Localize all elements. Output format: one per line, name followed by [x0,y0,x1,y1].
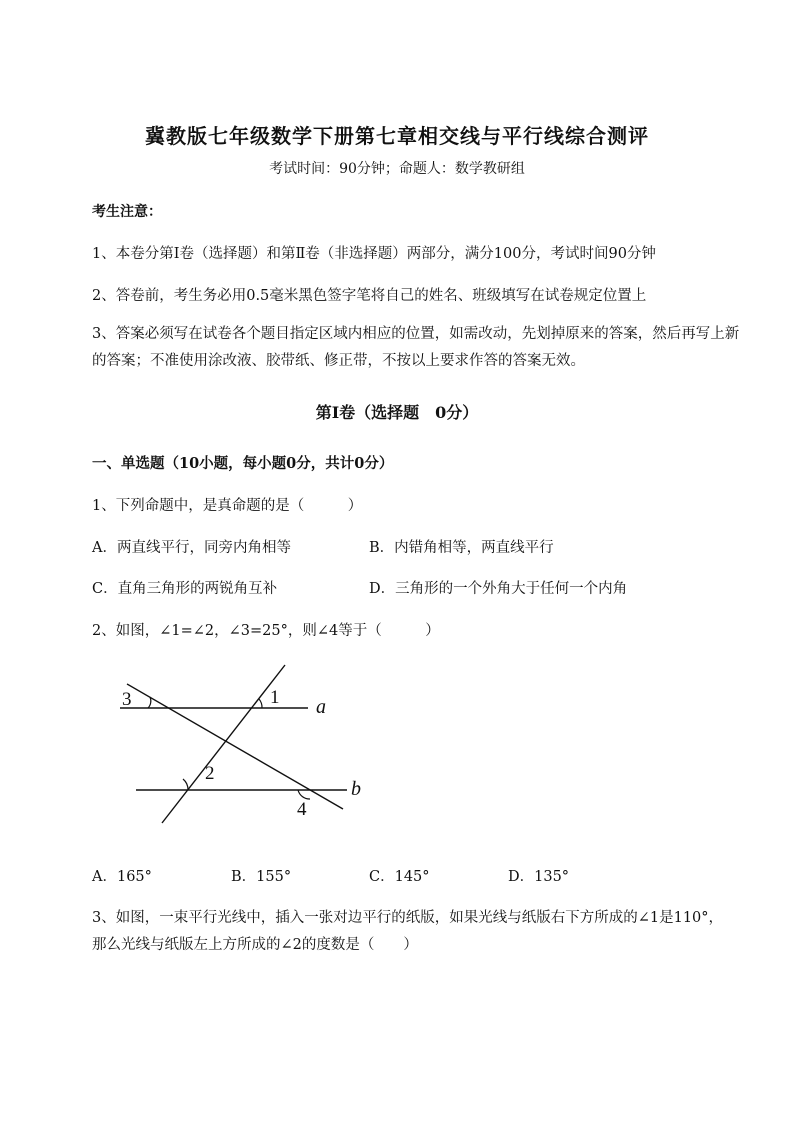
label-4: 4 [297,799,307,820]
question-1-stem: 1、下列命题中，是真命题的是（ ） [92,498,363,514]
question-2-option-c: C．145° [369,869,430,885]
notice-item-1: 1、本卷分第I卷（选择题）和第Ⅱ卷（非选择题）两部分，满分100分，考试时间90分钟 [92,246,656,262]
question-1-option-d: D．三角形的一个外角大于任何一个内角 [369,581,628,597]
question-1-option-b: B．内错角相等，两直线平行 [369,540,554,556]
label-3: 3 [122,689,132,710]
question-2-stem: 2、如图，∠1=∠2，∠3=25°，则∠4等于（ ） [92,623,440,639]
parallel-lines-figure [110,655,370,825]
question-2-option-a: A．165° [92,869,152,885]
notice-item-2: 2、答卷前，考生务必用0.5毫米黑色签字笔将自己的姓名、班级填写在试卷规定位置上 [92,288,647,304]
question-1-option-a: A．两直线平行，同旁内角相等 [92,540,291,556]
angle-3-arc [148,697,151,708]
question-2-option-b: B．155° [231,869,292,885]
question-1-option-c: C．直角三角形的两锐角互补 [92,581,278,597]
exam-title: 冀教版七年级数学下册第七章相交线与平行线综合测评 [145,124,649,148]
exam-subtitle: 考试时间：90分钟；命题人：数学教研组 [269,161,525,177]
transversal-1 [162,665,285,823]
question-3-stem-line-1: 3、如图，一束平行光线中，插入一张对边平行的纸版，如果光线与纸版右下方所成的∠1是110°， [92,910,724,926]
question-3-stem-line-2: 那么光线与纸版左上方所成的∠2的度数是（ ） [92,937,418,953]
question-2-option-d: D．135° [508,869,570,885]
angle-2-arc [183,779,188,790]
notice-item-3: 3、答案必须写在试卷各个题目指定区域内相应的位置，如需改动，先划掉原来的答案，然后再写上新的答案；不准使用涂改液、胶带纸、修正带，不按以上要求作答的答案无效。 [92,326,740,369]
label-2: 2 [205,763,215,784]
angle-1-arc [259,699,262,708]
label-b: b [351,778,361,800]
label-1: 1 [270,687,280,708]
part-heading: 一、单选题（10小题，每小题0分，共计0分） [92,455,394,472]
angle-4-arc [298,790,310,799]
notice-heading: 考生注意： [92,204,162,220]
section-title: 第I卷（选择题 0分） [315,403,479,422]
label-a: a [316,696,326,718]
